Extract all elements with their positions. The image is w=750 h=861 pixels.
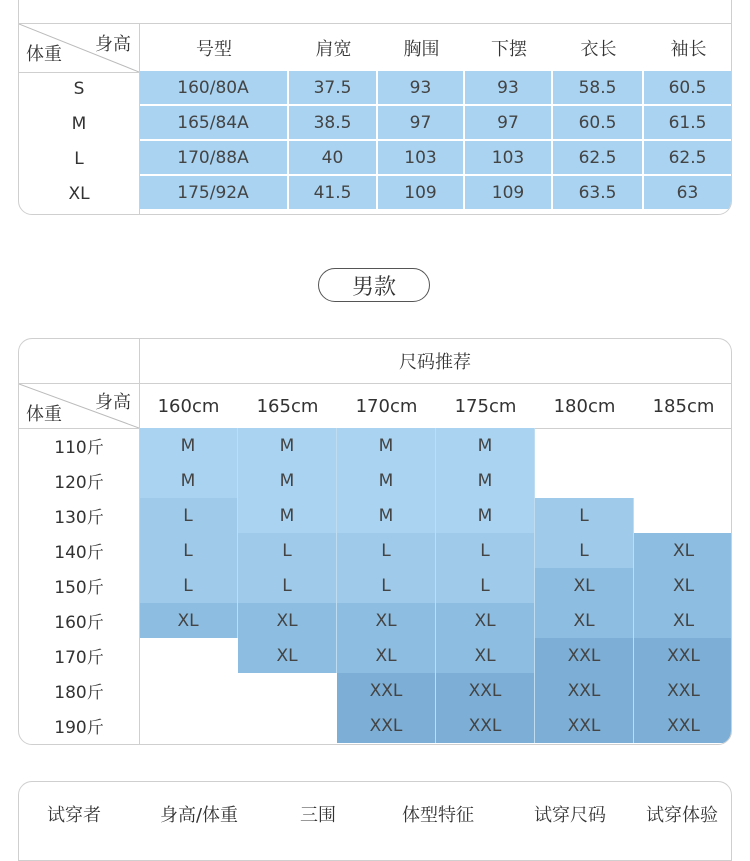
mens-section-label: 男款 bbox=[318, 268, 430, 302]
size-chart-cell: 60.5 bbox=[553, 106, 644, 141]
size-chart-cell: 160/80A bbox=[139, 71, 289, 106]
size-chart-col-header: 下摆 bbox=[491, 39, 527, 60]
size-chart-col-header: 衣长 bbox=[580, 39, 617, 60]
size-chart-cell: 58.5 bbox=[553, 71, 644, 106]
size-chart-cell: 97 bbox=[465, 106, 553, 141]
size-chart-col-header: 袖长 bbox=[670, 39, 707, 60]
weight-row-label: 160斤 bbox=[54, 613, 104, 633]
size-chart-col-header: 胸围 bbox=[403, 39, 440, 60]
weight-row-label: 140斤 bbox=[54, 543, 104, 563]
recommended-size-cell: M bbox=[139, 463, 238, 498]
size-row-label: M bbox=[71, 113, 87, 134]
size-chart-header-row bbox=[19, 23, 731, 73]
size-chart-table bbox=[18, 0, 732, 215]
size-chart-corner bbox=[19, 24, 139, 72]
recommended-size-cell: XL bbox=[634, 603, 732, 638]
recommended-size-cell: XXL bbox=[634, 673, 732, 708]
weight-row-label: 130斤 bbox=[54, 508, 104, 528]
size-chart-cell: 109 bbox=[465, 176, 553, 211]
recommended-size-cell: L bbox=[535, 498, 634, 533]
size-chart-cell: 103 bbox=[465, 141, 553, 176]
recommendation-header-row bbox=[19, 383, 731, 429]
recommended-size-cell: M bbox=[139, 428, 238, 463]
size-chart-cell: 93 bbox=[465, 71, 553, 106]
size-chart-cell: 38.5 bbox=[289, 106, 378, 141]
recommended-size-cell: XXL bbox=[634, 638, 732, 673]
height-col-header: 170cm bbox=[355, 395, 418, 417]
tryon-col-header: 体型特征 bbox=[402, 805, 474, 826]
recommended-size-cell: L bbox=[139, 533, 238, 568]
recommended-size-cell: XXL bbox=[535, 708, 634, 743]
size-chart-cell: 170/88A bbox=[139, 141, 289, 176]
tryon-col-header: 身高/体重 bbox=[159, 805, 239, 826]
recommended-size-cell: XXL bbox=[535, 673, 634, 708]
recommended-size-cell: XXL bbox=[436, 708, 535, 743]
recommended-size-cell: XXL bbox=[436, 673, 535, 708]
weight-row-label: 120斤 bbox=[54, 473, 104, 493]
size-chart-cell: 93 bbox=[378, 71, 465, 106]
height-col-header: 185cm bbox=[652, 395, 715, 417]
corner-weight-label: 体重 bbox=[26, 404, 62, 425]
recommended-size-cell: XL bbox=[436, 638, 535, 673]
size-chart-col-header: 号型 bbox=[196, 39, 232, 60]
recommended-size-cell: M bbox=[238, 463, 337, 498]
recommended-size-cell: M bbox=[337, 498, 436, 533]
size-recommendation-table bbox=[18, 338, 732, 745]
recommended-size-cell: XL bbox=[535, 568, 634, 603]
size-chart-col-header: 肩宽 bbox=[315, 39, 352, 60]
recommended-size-cell: L bbox=[238, 568, 337, 603]
recommendation-title: 尺码推荐 bbox=[399, 352, 471, 373]
size-chart-cell: 63.5 bbox=[553, 176, 644, 211]
size-row-label: XL bbox=[68, 183, 90, 204]
recommended-size-cell: M bbox=[337, 463, 436, 498]
tryon-table bbox=[18, 781, 732, 861]
recommended-size-cell: XL bbox=[238, 603, 337, 638]
tryon-col-header: 试穿者 bbox=[47, 805, 101, 826]
recommended-size-cell: M bbox=[238, 498, 337, 533]
recommended-size-cell: L bbox=[238, 533, 337, 568]
size-chart-cell: 175/92A bbox=[139, 176, 289, 211]
recommended-size-cell: XL bbox=[337, 638, 436, 673]
weight-row-label: 170斤 bbox=[54, 648, 104, 668]
corner-height-label: 身高 bbox=[95, 34, 131, 55]
weight-row-label: 190斤 bbox=[54, 718, 104, 738]
recommended-size-cell: XXL bbox=[337, 708, 436, 743]
recommended-size-cell: L bbox=[337, 568, 436, 603]
recommended-size-cell: M bbox=[436, 463, 535, 498]
size-row-label: L bbox=[74, 148, 84, 169]
height-col-header: 165cm bbox=[256, 395, 319, 417]
height-col-header: 180cm bbox=[553, 395, 616, 417]
size-chart-cell: 41.5 bbox=[289, 176, 378, 211]
weight-row-label: 180斤 bbox=[54, 683, 104, 703]
tryon-col-header: 试穿尺码 bbox=[534, 805, 606, 826]
recommended-size-cell: L bbox=[337, 533, 436, 568]
recommended-size-cell: M bbox=[337, 428, 436, 463]
recommended-size-cell: L bbox=[139, 568, 238, 603]
recommended-size-cell: XL bbox=[337, 603, 436, 638]
size-chart-cell: 63 bbox=[644, 176, 732, 211]
size-chart-cell: 103 bbox=[378, 141, 465, 176]
size-chart-cell: 165/84A bbox=[139, 106, 289, 141]
size-chart-cell: 62.5 bbox=[644, 141, 732, 176]
recommended-size-cell: L bbox=[139, 498, 238, 533]
height-col-header: 175cm bbox=[454, 395, 517, 417]
recommended-size-cell: XL bbox=[238, 638, 337, 673]
weight-row-label: 150斤 bbox=[54, 578, 104, 598]
weight-row-label: 110斤 bbox=[54, 438, 104, 458]
recommended-size-cell: XL bbox=[634, 533, 732, 568]
tryon-col-header: 试穿体验 bbox=[646, 805, 718, 826]
recommendation-corner bbox=[19, 384, 139, 428]
size-chart-cell: 109 bbox=[378, 176, 465, 211]
size-chart-cell: 60.5 bbox=[644, 71, 732, 106]
corner-height-label: 身高 bbox=[95, 392, 131, 413]
size-chart-title bbox=[139, 0, 731, 11]
size-chart-cell: 37.5 bbox=[289, 71, 378, 106]
recommended-size-cell: XL bbox=[139, 603, 238, 638]
recommended-size-cell: XL bbox=[535, 603, 634, 638]
recommended-size-cell: L bbox=[436, 568, 535, 603]
size-row-label: S bbox=[73, 78, 85, 99]
recommended-size-cell: XXL bbox=[634, 708, 732, 743]
corner-weight-label: 体重 bbox=[26, 44, 62, 65]
recommended-size-cell: L bbox=[436, 533, 535, 568]
tryon-col-header: 三围 bbox=[300, 805, 336, 826]
size-chart-cell: 62.5 bbox=[553, 141, 644, 176]
recommended-size-cell: M bbox=[238, 428, 337, 463]
recommended-size-cell: M bbox=[436, 428, 535, 463]
recommended-size-cell: M bbox=[436, 498, 535, 533]
size-chart-cell: 40 bbox=[289, 141, 378, 176]
height-col-header: 160cm bbox=[157, 395, 220, 417]
recommended-size-cell: XXL bbox=[535, 638, 634, 673]
recommended-size-cell: XL bbox=[634, 568, 732, 603]
recommended-size-cell: XL bbox=[436, 603, 535, 638]
recommended-size-cell: L bbox=[535, 533, 634, 568]
size-chart-cell: 61.5 bbox=[644, 106, 732, 141]
size-chart-cell: 97 bbox=[378, 106, 465, 141]
recommended-size-cell: XXL bbox=[337, 673, 436, 708]
